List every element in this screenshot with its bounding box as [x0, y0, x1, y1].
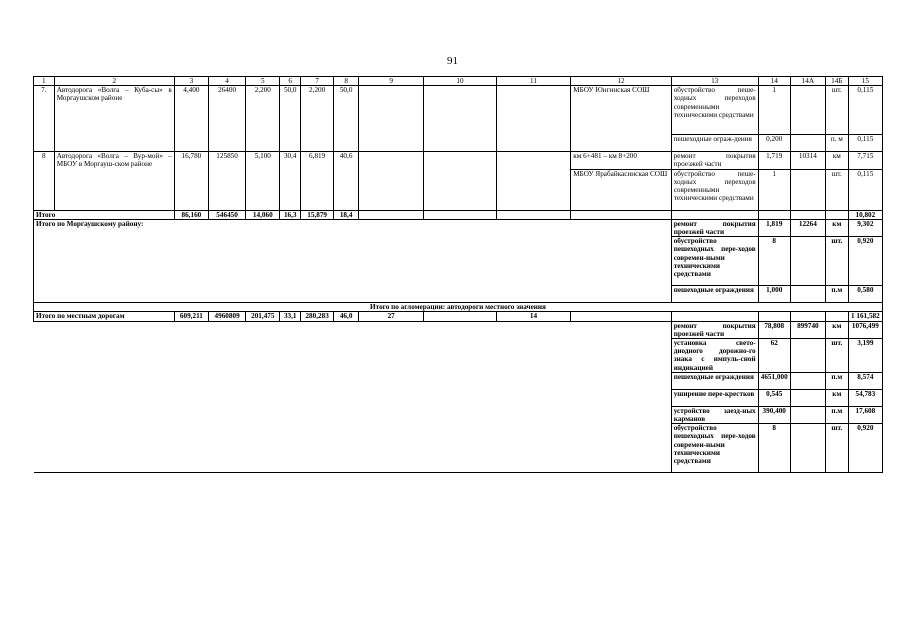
measure-qty-14a — [790, 135, 825, 152]
measure-unit: км — [825, 152, 848, 169]
header-cell: 4 — [208, 77, 245, 86]
measure-cost: 0,115 — [848, 86, 882, 135]
blank-area — [34, 321, 672, 473]
measure-qty-14a — [790, 286, 825, 303]
table-row — [34, 86, 883, 135]
measure-qty-14a: 10314 — [790, 152, 825, 169]
measure-unit: п. м — [825, 135, 848, 152]
measure-desc: устройство заезд-ных карманов — [671, 406, 758, 423]
header-cell: 5 — [246, 77, 280, 86]
total-c8: 18,4 — [334, 210, 359, 219]
header-cell: 7 — [301, 77, 334, 86]
district-label: Итого по Моргаушскому району: — [34, 219, 672, 302]
empty-cell — [424, 312, 496, 321]
cell-length: 16,780 — [174, 152, 208, 210]
local-c3: 609,211 — [174, 312, 208, 321]
measure-cost: 0,115 — [848, 169, 882, 210]
total-c5: 14,060 — [246, 210, 280, 219]
agglomeration-title: Итого по агломерации: автодороги местного значения — [34, 303, 883, 312]
local-cost: 1 161,582 — [848, 312, 882, 321]
measure-desc: пешеходные ограж-дения — [671, 135, 758, 152]
road-name: Автодорога «Волга – Куба-сы» в Моргаушском районе — [54, 86, 174, 152]
agglomeration-title-row — [34, 303, 883, 312]
measure-cost: 7,715 — [848, 152, 882, 169]
measure-qty: 1,719 — [758, 152, 790, 169]
measure-qty-14a — [790, 339, 825, 373]
measure-desc: обустройство пеше-ходных переходов современными техническими средствами — [671, 86, 758, 135]
local-c11: 14 — [496, 312, 571, 321]
measure-cost: 1076,499 — [848, 321, 882, 338]
header-cell: 3 — [174, 77, 208, 86]
table-row — [34, 152, 883, 169]
measure-unit: шт. — [825, 339, 848, 373]
cell-area: 125850 — [208, 152, 245, 210]
measure-unit: п.м — [825, 372, 848, 389]
location: МБОУ Юнгинская СОШ — [571, 86, 671, 152]
local-c8: 46,0 — [334, 312, 359, 321]
measure-desc: установка свето-диодного дорожно-го знака с импуль-сной индикацией — [671, 339, 758, 373]
measure-qty-14a — [790, 406, 825, 423]
local-c4: 4960809 — [208, 312, 245, 321]
measure-qty-14a — [790, 389, 825, 406]
cell-c6: 50,0 — [280, 86, 301, 152]
empty-cell — [758, 210, 790, 219]
header-cell: 2 — [54, 77, 174, 86]
measure-qty: 1,000 — [758, 286, 790, 303]
measure-unit: п.м — [825, 406, 848, 423]
measure-desc: обустройство пешеходных пере-ходов современ-ными техническими средствами — [671, 237, 758, 286]
measure-unit: шт. — [825, 237, 848, 286]
empty-cell — [825, 210, 848, 219]
local-c6: 33,1 — [280, 312, 301, 321]
header-cell: 10 — [424, 77, 496, 86]
cell-length: 4,400 — [174, 86, 208, 152]
header-cell: 14Б — [825, 77, 848, 86]
empty-cell — [671, 210, 758, 219]
measure-desc: обустройство пешеходных пере-ходов современ-ными техническими средствами — [671, 424, 758, 473]
road-name: Автодорога «Волга – Вур-мой» – МБОУ в Моргауш-ском районе — [54, 152, 174, 210]
measure-unit: км — [825, 219, 848, 236]
measure-qty: 1 — [758, 169, 790, 210]
header-cell: 11 — [496, 77, 571, 86]
cell-c5: 5,100 — [246, 152, 280, 210]
empty-cell — [359, 210, 424, 219]
page-number: 91 — [447, 55, 458, 67]
measure-qty-14a — [790, 237, 825, 286]
measure-cost: 17,608 — [848, 406, 882, 423]
measure-unit: шт. — [825, 86, 848, 135]
header-cell: 14А — [790, 77, 825, 86]
header-cell: 8 — [334, 77, 359, 86]
empty-cell — [571, 210, 671, 219]
header-cell: 6 — [280, 77, 301, 86]
measure-qty-14a: 899740 — [790, 321, 825, 338]
cell-c7: 2,200 — [301, 86, 334, 152]
measure-qty: 1,819 — [758, 219, 790, 236]
measure-cost: 8,574 — [848, 372, 882, 389]
measure-cost: 0,920 — [848, 424, 882, 473]
measure-unit: шт. — [825, 424, 848, 473]
measure-qty: 8 — [758, 237, 790, 286]
measure-qty: 390,400 — [758, 406, 790, 423]
empty-cell — [671, 312, 758, 321]
measure-desc: ремонт покрытия проезжей части — [671, 321, 758, 338]
total-row — [34, 210, 883, 219]
measure-qty: 62 — [758, 339, 790, 373]
measure-cost: 0,580 — [848, 286, 882, 303]
measure-cost: 0,115 — [848, 135, 882, 152]
measure-qty: 4651,000 — [758, 372, 790, 389]
empty-cell — [496, 210, 571, 219]
location: км 6+481 – км 8+200 — [571, 152, 671, 169]
header-cell: 1 — [34, 77, 55, 86]
district-row — [34, 219, 883, 236]
measure-desc: уширение пере-крестков — [671, 389, 758, 406]
empty-cell — [825, 312, 848, 321]
empty-cell — [790, 210, 825, 219]
measure-cost: 9,302 — [848, 219, 882, 236]
header-cell: 12 — [571, 77, 671, 86]
cell-c6: 30,4 — [280, 152, 301, 210]
header-row — [34, 77, 883, 86]
measure-cost: 0,920 — [848, 237, 882, 286]
total-cost: 10,802 — [848, 210, 882, 219]
measure-qty: 8 — [758, 424, 790, 473]
local-total-row — [34, 312, 883, 321]
cell-c10 — [424, 152, 496, 210]
cell-c11 — [496, 86, 571, 152]
total-label: Итого — [34, 210, 175, 219]
measure-qty-14a — [790, 169, 825, 210]
measure-unit: км — [825, 389, 848, 406]
location: МБОУ Ярабайкасинская СОШ — [571, 169, 671, 210]
measure-qty-14a — [790, 424, 825, 473]
measure-desc: ремонт покрытия проезжей части — [671, 219, 758, 236]
measure-qty: 1 — [758, 86, 790, 135]
road-works-table — [33, 76, 883, 473]
header-cell: 9 — [359, 77, 424, 86]
measure-unit: п.м — [825, 286, 848, 303]
empty-cell — [790, 312, 825, 321]
measure-unit: км — [825, 321, 848, 338]
cell-c11 — [496, 152, 571, 210]
cell-c5: 2,200 — [246, 86, 280, 152]
empty-cell — [571, 312, 671, 321]
local-c9: 27 — [359, 312, 424, 321]
local-label: Итого по местным дорогам — [34, 312, 175, 321]
measure-qty: 78,808 — [758, 321, 790, 338]
row-number: 8 — [34, 152, 55, 210]
measure-desc: пешеходные ограждения — [671, 286, 758, 303]
measure-qty-14a — [790, 86, 825, 135]
total-c4: 546450 — [208, 210, 245, 219]
row-number: 7. — [34, 86, 55, 152]
header-cell: 14 — [758, 77, 790, 86]
header-cell: 15 — [848, 77, 882, 86]
measure-desc: обустройство пеше-ходных переходов современными техническими средствами — [671, 169, 758, 210]
total-c7: 15,879 — [301, 210, 334, 219]
cell-c9 — [359, 152, 424, 210]
measure-qty-14a — [790, 372, 825, 389]
total-c3: 86,160 — [174, 210, 208, 219]
measure-qty: 0,545 — [758, 389, 790, 406]
empty-cell — [758, 312, 790, 321]
measure-unit: шт. — [825, 169, 848, 210]
local-c7: 280,283 — [301, 312, 334, 321]
local-c5: 201,475 — [246, 312, 280, 321]
measure-desc: пешеходные ограждения — [671, 372, 758, 389]
header-cell: 13 — [671, 77, 758, 86]
cell-c7: 6,819 — [301, 152, 334, 210]
cell-c10 — [424, 86, 496, 152]
cell-c8: 40,6 — [334, 152, 359, 210]
total-c6: 16,3 — [280, 210, 301, 219]
measure-cost: 54,783 — [848, 389, 882, 406]
measure-cost: 3,199 — [848, 339, 882, 373]
measure-qty-14a: 12264 — [790, 219, 825, 236]
cell-c8: 50,0 — [334, 86, 359, 152]
measure-qty: 0,200 — [758, 135, 790, 152]
cell-area: 26400 — [208, 86, 245, 152]
cell-c9 — [359, 86, 424, 152]
measure-desc: ремонт покрытия проезжей части — [671, 152, 758, 169]
local-measure-row — [34, 321, 883, 338]
empty-cell — [424, 210, 496, 219]
